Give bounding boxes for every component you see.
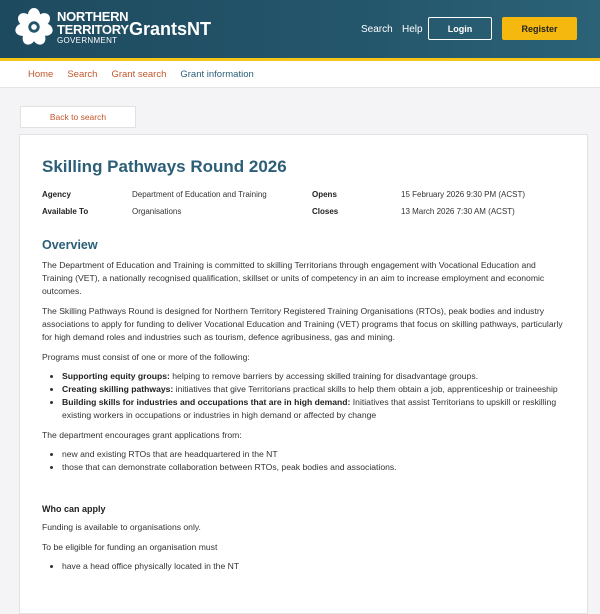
eligibility-list — [42, 560, 565, 573]
list-item-bold: Creating skilling pathways: — [62, 384, 174, 394]
nav-search[interactable]: Search — [67, 68, 98, 80]
who-paragraph-1: Funding is available to organisations only. — [42, 522, 201, 532]
breadcrumb-nav — [0, 61, 600, 88]
available-to-value: Organisations — [132, 207, 182, 216]
back-to-search-button[interactable]: Back to search — [20, 106, 136, 128]
list-item: • those that can demonstrate collaboration between RTOs, peak bodies and associations. — [62, 461, 565, 474]
desert-rose-icon — [15, 8, 53, 46]
logo-line-2: TERRITORY — [57, 21, 129, 37]
overview-paragraph-1: The Department of Education and Training is committed to skilling Territorians through engagement with Vocational Education and Training (VET), a nationally recognised qualification, skillset or units of competency in an aim to increase employment and economic outcomes. — [42, 260, 545, 296]
page-title: Skilling Pathways Round 2026 — [42, 157, 287, 176]
login-button[interactable]: Login — [428, 17, 492, 40]
opens-label: Opens — [312, 190, 337, 199]
list-item: • new and existing RTOs that are headquartered in the NT — [62, 448, 565, 461]
who-paragraph-2: To be eligible for funding an organisation must — [42, 542, 218, 552]
overview-paragraph-4: The department encourages grant applications from: — [42, 430, 242, 440]
nt-government-logo[interactable] — [15, 8, 129, 46]
overview-heading: Overview — [42, 238, 98, 252]
opens-value: 15 February 2026 9:30 PM (ACST) — [401, 190, 526, 199]
list-item-text: helping to remove barriers by accessing skilled training for disadvantage groups. — [169, 371, 478, 381]
list-item-bold: Building skills for industries and occupations that are in high demand: — [62, 397, 351, 407]
logo-line-1: NORTHERN — [57, 8, 129, 24]
nav-home[interactable]: Home — [28, 68, 54, 80]
site-header — [0, 0, 600, 61]
list-item — [62, 396, 565, 422]
grant-meta — [42, 190, 565, 224]
agency-value: Department of Education and Training — [132, 190, 267, 199]
available-to-label: Available To — [42, 207, 89, 216]
agency-label: Agency — [42, 190, 71, 199]
header-help-link[interactable]: Help — [402, 24, 423, 35]
header-search-link[interactable]: Search — [361, 24, 393, 35]
applicants-list — [42, 448, 565, 474]
nav-grant-information[interactable]: Grant information — [180, 68, 254, 80]
closes-value: 13 March 2026 7:30 AM (ACST) — [401, 207, 515, 216]
list-item-text: Initiatives that assist Territorians to upskill or reskilling existing workers in occupations or industries in high demand or affected by change — [62, 397, 557, 420]
grant-detail-card — [19, 134, 588, 614]
programs-list — [42, 370, 565, 422]
list-item: • have a head office physically located in the NT — [62, 560, 565, 573]
app-name[interactable]: GrantsNT — [129, 19, 212, 39]
overview-paragraph-3: Programs must consist of one or more of the following: — [42, 352, 250, 362]
who-can-apply-heading: Who can apply — [42, 504, 106, 514]
list-item-text: initiatives that give Territorians practical skills to help them obtain a job, apprenticeship or traineeship — [173, 384, 558, 394]
logo-line-3: GOVERNMENT — [57, 35, 118, 45]
logo-wordmark — [57, 10, 129, 45]
list-item-bold: Supporting equity groups: — [62, 371, 170, 381]
nav-grant-search[interactable]: Grant search — [111, 68, 167, 80]
closes-label: Closes — [312, 207, 339, 216]
register-button[interactable]: Register — [502, 17, 577, 40]
list-item — [62, 370, 565, 383]
list-item — [62, 383, 565, 396]
overview-paragraph-2: The Skilling Pathways Round is designed for Northern Territory Registered Training Organisations (RTOs), peak bodies and industry associations to apply for funding to deliver Vocational Education and Training (VET) programs that focus on skilling pathways, particularly for high demand roles and industries such as tourism, defence agribusiness, gas and mining. — [42, 306, 563, 342]
